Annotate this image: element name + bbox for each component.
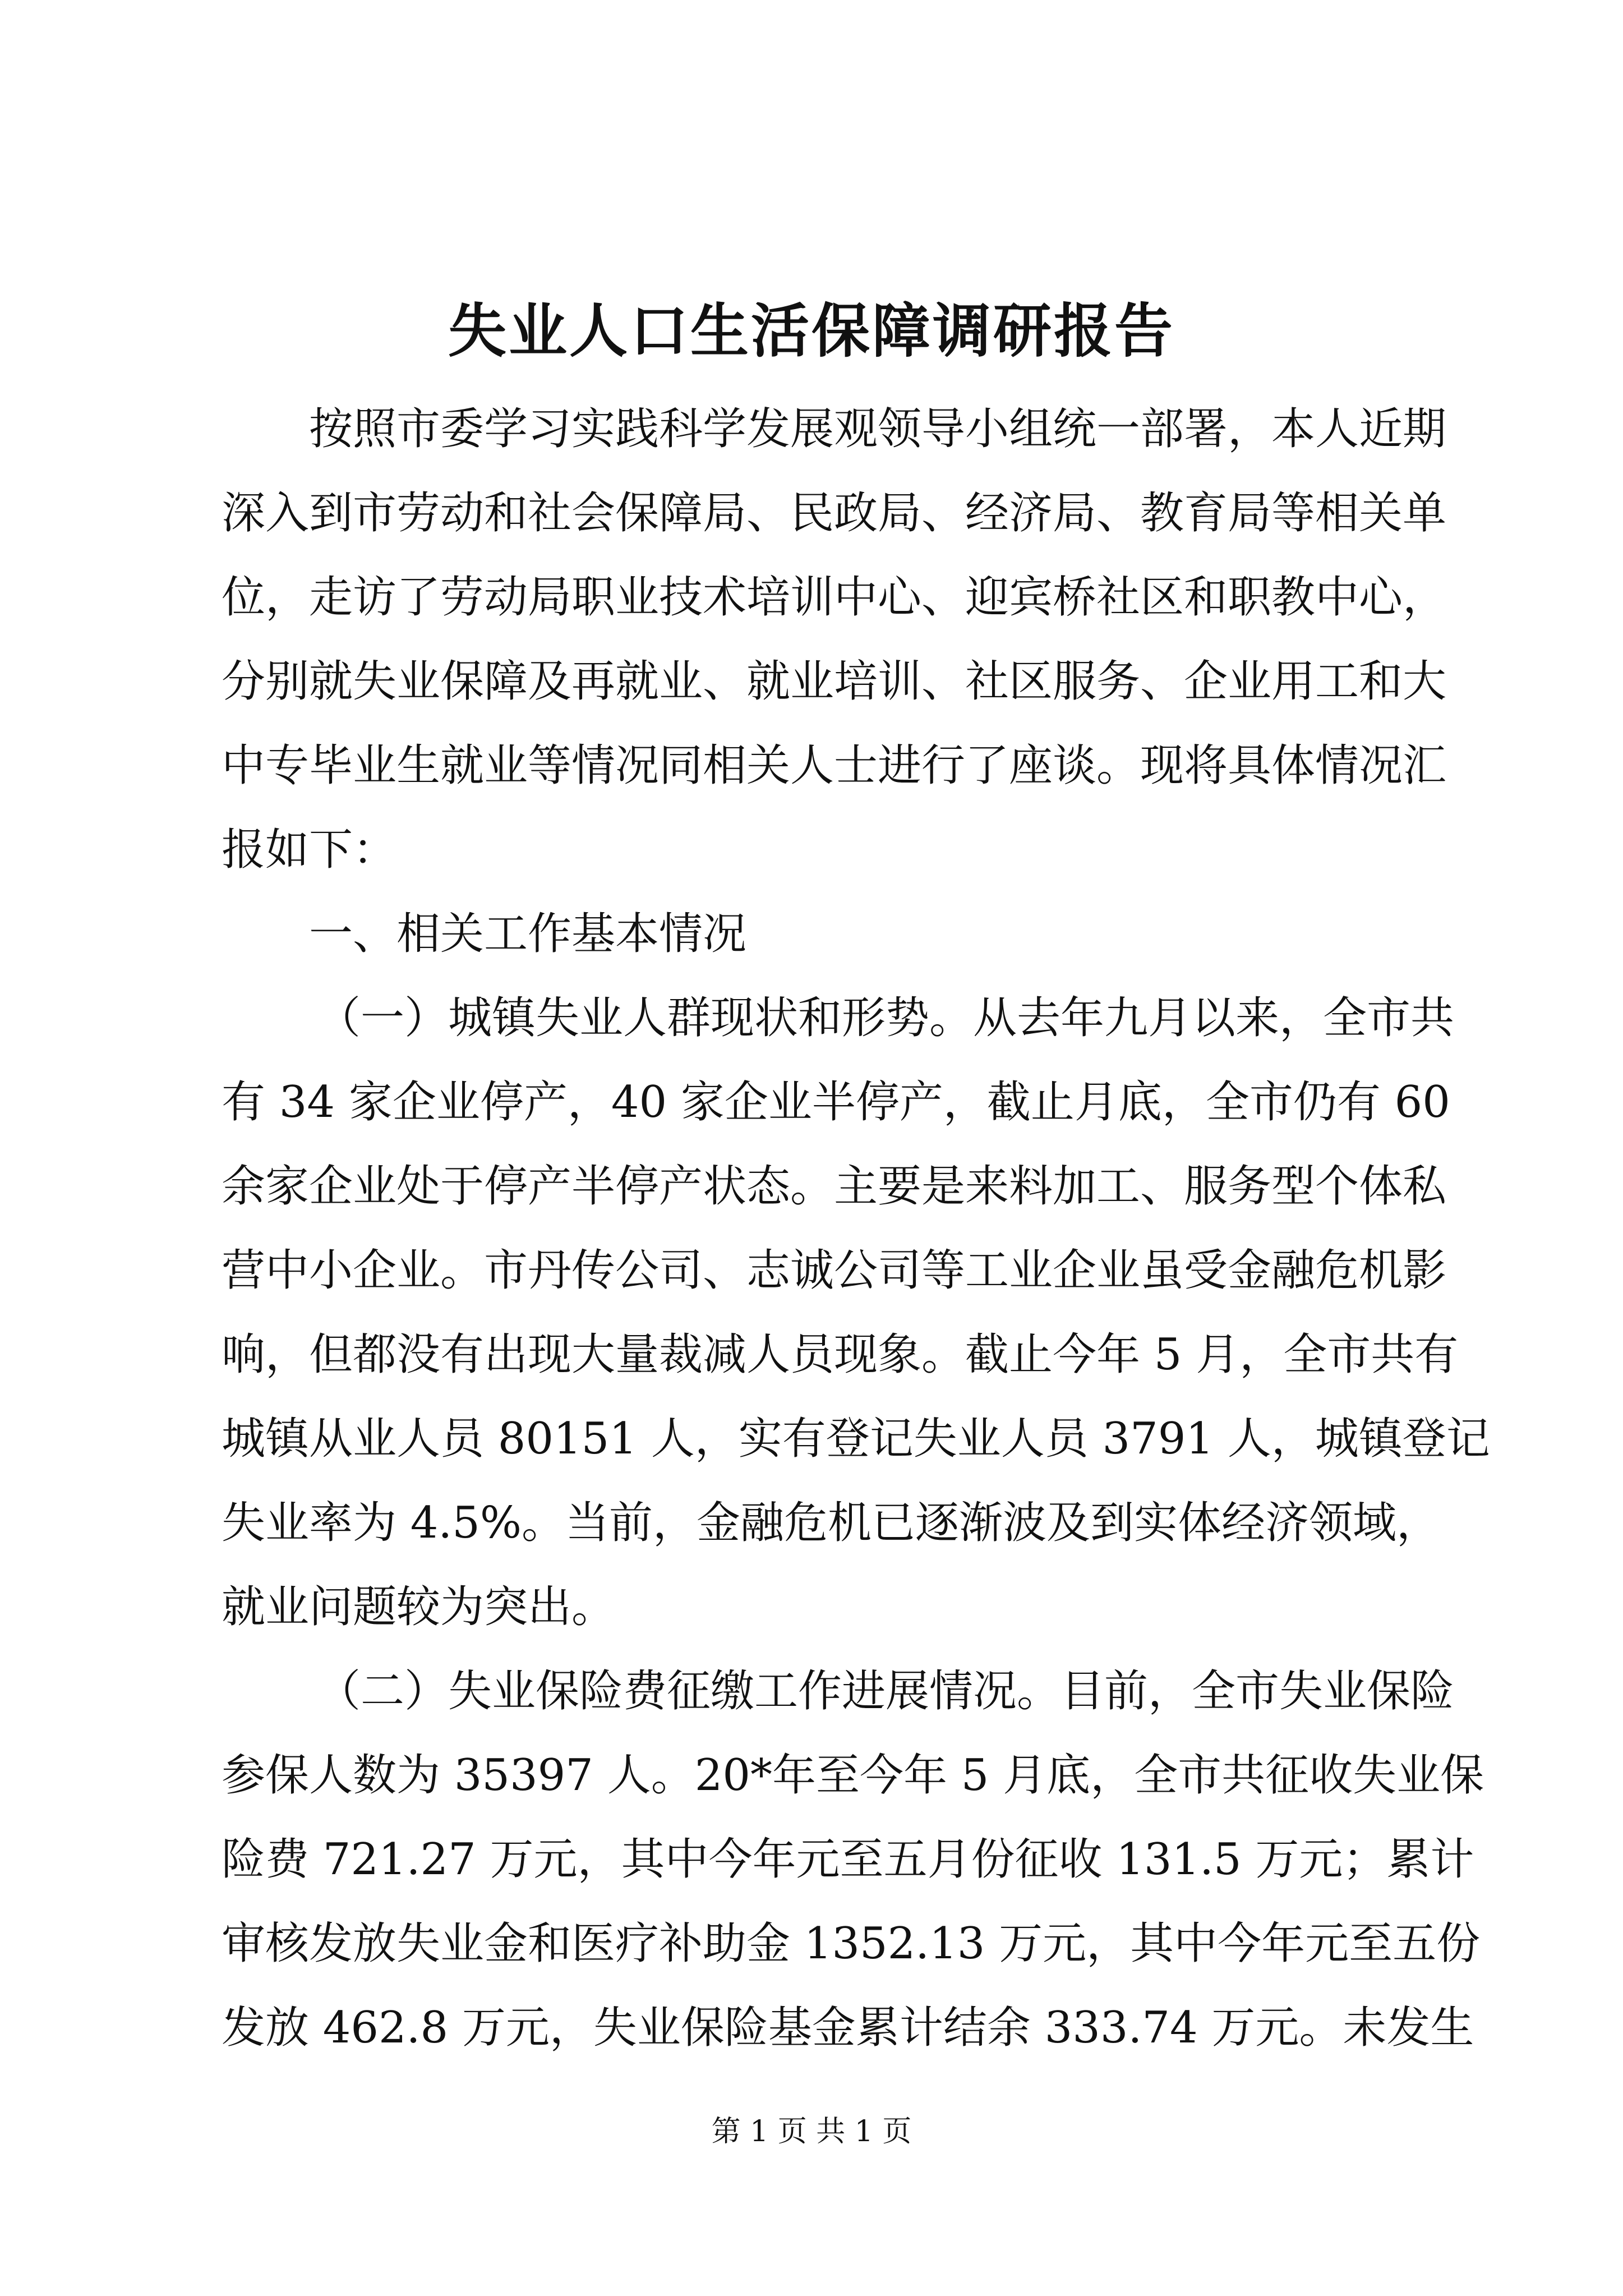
paragraph-line: 失业率为 4.5%。当前，金融危机已逐渐波及到实体经济领域，	[222, 1498, 1440, 1548]
paragraph-line: 发放 462.8 万元，失业保险基金累计结余 333.74 万元。未发生	[222, 2003, 1474, 2053]
paragraph-line: 审核发放失业金和医疗补助金 1352.13 万元，其中今年元至五份	[222, 1918, 1481, 1969]
page-footer: 第 1 页 共 1 页	[711, 2115, 912, 2148]
paragraph-line: 中专毕业生就业等情况同相关人士进行了座谈。现将具体情况汇	[222, 740, 1447, 791]
paragraph-line: 响，但都没有出现大量裁减人员现象。截止今年 5 月，全市共有	[222, 1329, 1459, 1380]
paragraph-line: 余家企业处于停产半停产状态。主要是来料加工、服务型个体私	[222, 1161, 1447, 1212]
paragraph-line: 城镇从业人员 80151 人，实有登记失业人员 3791 人，城镇登记	[222, 1414, 1490, 1464]
paragraph-line: 就业问题较为突出。	[222, 1582, 616, 1632]
paragraph-line: 深入到市劳动和社会保障局、民政局、经济局、教育局等相关单	[222, 488, 1447, 539]
paragraph-line: 有 34 家企业停产，40 家企业半停产，截止月底，全市仍有 60	[222, 1077, 1450, 1128]
paragraph-line: 报如下：	[222, 825, 397, 875]
paragraph-line: 险费 721.27 万元，其中今年元至五月份征收 131.5 万元；累计	[222, 1834, 1474, 1885]
document-body	[222, 387, 1490, 2070]
paragraph-line: 营中小企业。市丹传公司、志诚公司等工业企业虽受金融危机影	[222, 1245, 1447, 1296]
paragraph-line: （一）城镇失业人群现状和形势。从去年九月以来，全市共	[317, 993, 1455, 1043]
paragraph-line: 位，走访了劳动局职业技术培训中心、迎宾桥社区和职教中心，	[222, 572, 1447, 623]
paragraph-line: 按照市委学习实践科学发展观领导小组统一部署，本人近期	[309, 404, 1447, 454]
section-heading: 一、相关工作基本情况	[309, 909, 747, 959]
paragraph-line: （二）失业保险费征缴工作进展情况。目前，全市失业保险	[317, 1666, 1455, 1717]
document-title: 失业人口生活保障调研报告	[448, 296, 1175, 365]
paragraph-line: 参保人数为 35397 人。20*年至今年 5 月底，全市共征收失业保	[222, 1750, 1484, 1801]
paragraph-line: 分别就失业保障及再就业、就业培训、社区服务、企业用工和大	[222, 656, 1447, 707]
